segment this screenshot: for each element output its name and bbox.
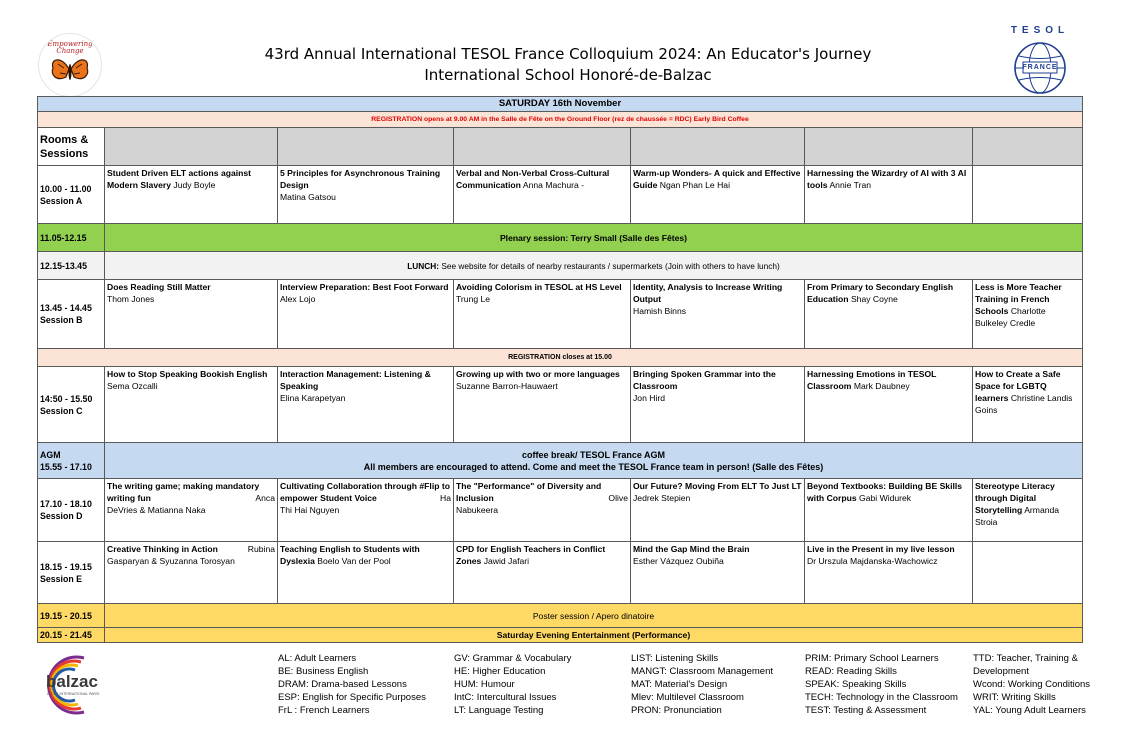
registration-open-banner: REGISTRATION opens at 9.00 AM in the Salle de Fête on the Ground Floor (rez de chaussée = RDC) Early Bird Coffee	[38, 112, 1083, 128]
session-c-talk-2: Interaction Management: Listening & Speaking Elina Karapetyan	[278, 367, 454, 443]
registration-close-banner: REGISTRATION closes at 15.00	[38, 349, 1083, 367]
logo-text: Empowering Change	[47, 40, 93, 55]
legend-item: DRAM: Drama-based Lessons	[278, 679, 407, 690]
room-column-header	[105, 128, 278, 166]
page-subtitle: International School Honoré-de-Balzac	[424, 66, 712, 84]
session-e-empty	[973, 542, 1083, 604]
page-title: 43rd Annual International TESOL France Colloquium 2024: An Educator's Journey	[264, 45, 872, 63]
balzac-wordmark: balzac	[46, 672, 98, 691]
session-e-talk-4: Mind the Gap Mind the Brain Esther Vázquez Oubiña	[631, 542, 805, 604]
session-b-talk-5: From Primary to Secondary English Education Shay Coyne	[805, 280, 973, 349]
session-b-row	[38, 280, 1083, 349]
session-c-talk-6: How to Create a Safe Space for LGBTQ learners Christine Landis Goins	[973, 367, 1083, 443]
empowering-change-logo	[38, 33, 102, 97]
session-e-time: 18.15 - 19.15 Session E	[38, 542, 105, 604]
agm-info: coffee break/ TESOL France AGM All members are encouraged to attend. Come and meet the TESOL France team in person! (Salle des Fêtes)	[105, 443, 1083, 479]
legend-item: READ: Reading Skills	[805, 666, 897, 677]
legend-item: WRIT: Writing Skills	[973, 692, 1056, 703]
session-b-talk-2: Interview Preparation: Best Foot Forward Alex Lojo	[278, 280, 454, 349]
tesol-text: TESOL	[1010, 25, 1070, 36]
legend-item: Development	[973, 666, 1029, 677]
rooms-sessions-header: Rooms & Sessions	[38, 128, 105, 166]
schedule-table	[37, 96, 1083, 643]
evening-time: 20.15 - 21.45	[38, 628, 105, 643]
session-e-talk-5: Live in the Present in my live lesson Dr Urszula Majdanska-Wachowicz	[805, 542, 973, 604]
lunch-time: 12.15-13.45	[38, 252, 105, 280]
session-b-time: 13.45 - 14.45 Session B	[38, 280, 105, 349]
evening-entertainment: Saturday Evening Entertainment (Performance)	[105, 628, 1083, 643]
session-c-row	[38, 367, 1083, 443]
legend-item: HE: Higher Education	[454, 666, 546, 677]
legend-footer	[0, 648, 1136, 734]
legend-item: LT: Language Testing	[454, 705, 544, 716]
session-a-talk-5: Harnessing the Wizardry of AI with 3 AI tools Annie Tran	[805, 166, 973, 224]
poster-session: Poster session / Apero dinatoire	[105, 604, 1083, 628]
legend-column-5	[973, 652, 1090, 717]
room-column-header	[973, 128, 1083, 166]
legend-item: TEST: Testing & Assessment	[805, 705, 927, 716]
legend-item: TECH: Technology in the Classroom	[805, 692, 958, 703]
legend-item: Mlev: Multilevel Classroom	[631, 692, 744, 703]
session-b-talk-3: Avoiding Colorism in TESOL at HS Level Trung Le	[454, 280, 631, 349]
session-a-row	[38, 166, 1083, 224]
session-d-talk-4: Our Future? Moving From ELT To Just LT Jedrek Stepien	[631, 479, 805, 542]
page-header	[0, 0, 1136, 96]
session-a-talk-4: Warm-up Wonders- A quick and Effective Guide Ngan Phan Le Hai	[631, 166, 805, 224]
legend-item: LIST: Listening Skills	[631, 653, 719, 664]
legend-item: GV: Grammar & Vocabulary	[454, 653, 572, 664]
session-b-talk-4: Identity, Analysis to Increase Writing Output Hamish Binns	[631, 280, 805, 349]
poster-time: 19.15 - 20.15	[38, 604, 105, 628]
session-c-time: 14:50 - 15.50 Session C	[38, 367, 105, 443]
legend-item: FrL : French Learners	[278, 705, 370, 716]
session-d-time: 17.10 - 18.10 Session D	[38, 479, 105, 542]
room-column-header	[454, 128, 631, 166]
legend-column-1	[278, 652, 426, 717]
session-d-talk-6: Stereotype Literacy through Digital Storytelling Armanda Stroia	[973, 479, 1083, 542]
session-d-row	[38, 479, 1083, 542]
legend-item: IntC: Intercultural Issues	[454, 692, 557, 703]
session-a-talk-1: Student Driven ELT actions against Modern Slavery Judy Boyle	[105, 166, 278, 224]
legend-item: Wcond: Working Conditions	[973, 679, 1091, 690]
legend-item: HUM: Humour	[454, 679, 515, 690]
room-column-header	[805, 128, 973, 166]
globe-icon	[1004, 26, 1076, 98]
session-d-talk-5: Beyond Textbooks: Building BE Skills with Corpus Gabi Widurek	[805, 479, 973, 542]
session-c-talk-5: Harnessing Emotions in TESOL Classroom Mark Daubney	[805, 367, 973, 443]
session-e-row	[38, 542, 1083, 604]
session-a-empty	[973, 166, 1083, 224]
session-a-talk-3: Verbal and Non-Verbal Cross-Cultural Communication Anna Machura -	[454, 166, 631, 224]
legend-item: BE: Business English	[278, 666, 369, 677]
legend-column-3	[631, 652, 773, 717]
butterfly-icon	[39, 34, 101, 96]
legend-item: PRON: Pronunciation	[631, 705, 722, 716]
session-a-talk-2: 5 Principles for Asynchronous Training Design Matina Gatsou	[278, 166, 454, 224]
session-c-talk-4: Bringing Spoken Grammar into the Classroom Jon Hird	[631, 367, 805, 443]
lunch-info: LUNCH: See website for details of nearby restaurants / supermarkets (Join with others to have lunch)	[105, 252, 1083, 280]
session-a-time: 10.00 - 11.00 Session A	[38, 166, 105, 224]
france-text: FRANCE	[1022, 64, 1058, 71]
legend-item: ESP: English for Specific Purposes	[278, 692, 426, 703]
session-c-talk-3: Growing up with two or more languages Suzanne Barron-Hauwaert	[454, 367, 631, 443]
session-d-talk-3: The "Performance" of Diversity and Inclusion Olive Nabukeera	[454, 479, 631, 542]
agm-time: AGM 15.55 - 17.10	[38, 443, 105, 479]
legend-item: AL: Adult Learners	[278, 653, 357, 664]
session-e-talk-3: CPD for English Teachers in Conflict Zones Jawid Jafari	[454, 542, 631, 604]
session-b-talk-1: Does Reading Still Matter Thom Jones	[105, 280, 278, 349]
session-d-talk-1: The writing game; making mandatory writing fun Anca DeVries & Matianna Naka	[105, 479, 278, 542]
balzac-logo	[40, 652, 115, 716]
legend-item: YAL: Young Adult Learners	[973, 705, 1086, 716]
session-c-talk-1: How to Stop Speaking Bookish English Sema Ozcalli	[105, 367, 278, 443]
session-e-talk-1: Creative Thinking in Action Rubina Gasparyan & Syuzanna Torosyan	[105, 542, 278, 604]
legend-column-2	[454, 652, 571, 717]
balzac-subtext: LYCÉE INTERNATIONAL PARIS	[47, 692, 100, 696]
plenary-session: Plenary session: Terry Small (Salle des Fêtes)	[105, 224, 1083, 252]
room-column-header	[278, 128, 454, 166]
day-heading: SATURDAY 16th November	[38, 97, 1083, 112]
legend-item: MANGT: Classroom Management	[631, 666, 774, 677]
legend-column-4	[805, 652, 958, 717]
session-d-talk-2: Cultivating Collaboration through #Flip to empower Student Voice Ha Thi Hai Nguyen	[278, 479, 454, 542]
room-column-header	[631, 128, 805, 166]
tesol-france-logo	[1004, 26, 1076, 98]
legend-item: TTD: Teacher, Training &	[973, 653, 1078, 664]
session-e-talk-2: Teaching English to Students with Dyslexia Boelo Van der Pool	[278, 542, 454, 604]
legend-item: MAT: Material's Design	[631, 679, 728, 690]
legend-item: PRIM: Primary School Learners	[805, 653, 939, 664]
legend-item: SPEAK: Speaking Skills	[805, 679, 907, 690]
session-b-talk-6: Less is More Teacher Training in French Schools Charlotte Bulkeley Credle	[973, 280, 1083, 349]
plenary-time: 11.05-12.15	[38, 224, 105, 252]
